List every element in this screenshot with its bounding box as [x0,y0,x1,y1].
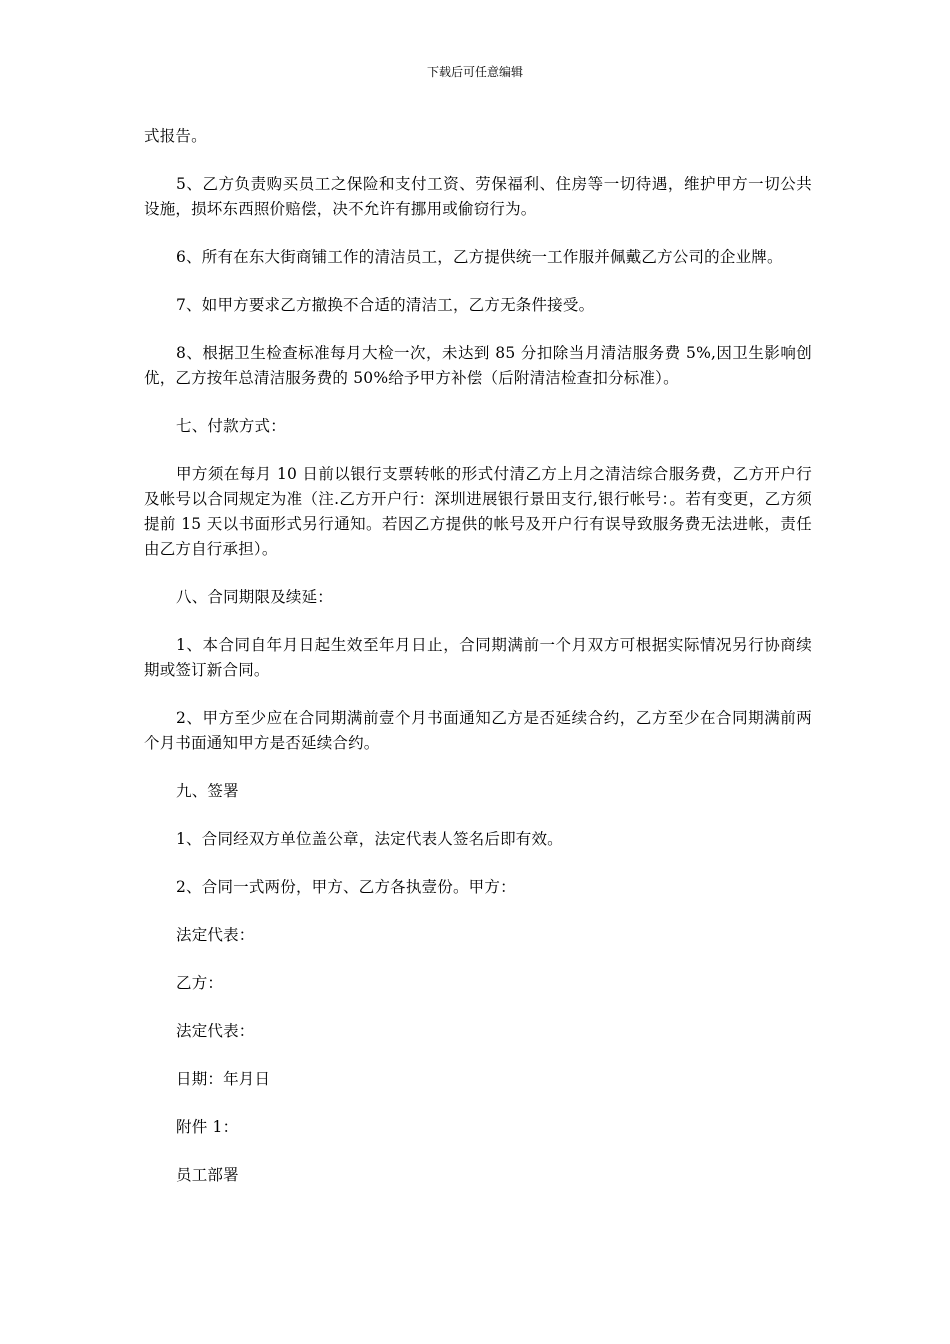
attachment-title: 员工部署 [176,1166,239,1184]
paragraph-clause-6: 6、所有在东大街商铺工作的清洁员工，乙方提供统一工作服并佩戴乙方公司的企业牌。 [176,248,783,266]
paragraph-report-continuation: 式报告。 [144,127,207,145]
paragraph-payment-terms: 甲方须在每月 10 日前以银行支票转帐的形式付清乙方上月之清洁综合服务费，乙方开户行及帐号以合同规定为准（注.乙方开户行：深圳进展银行景田支行,银行帐号：。若有变更，乙方须提前 15 天以书面形式另行通知。若因乙方提供的帐号及开户行有误导致服务费无法进帐，责任由乙方自行承担）。 [144,465,812,558]
signature-legal-rep-b: 法定代表： [176,1022,255,1040]
paragraph-clause-7: 7、如甲方要求乙方撤换不合适的清洁工，乙方无条件接受。 [176,296,595,314]
paragraph-term-1: 1、本合同自年月日起生效至年月日止，合同期满前一个月双方可根据实际情况另行协商续期或签订新合同。 [144,636,812,679]
section-heading-signing: 九、签署 [176,782,239,800]
signature-legal-rep-a: 法定代表： [176,926,255,944]
page-header: 下载后可任意编辑 [426,65,523,79]
signature-date: 日期：年月日 [176,1070,271,1088]
document-body [144,124,812,1211]
section-heading-term: 八、合同期限及续延： [176,588,334,606]
attachment-label: 附件 1： [176,1118,239,1136]
signature-party-b: 乙方： [176,974,224,992]
paragraph-clause-8: 8、根据卫生检查标准每月大检一次，未达到 85 分扣除当月清洁服务费 5%,因卫生影响创优，乙方按年总清洁服务费的 50%给予甲方补偿（后附清洁检查扣分标准）。 [144,344,812,387]
section-heading-payment: 七、付款方式： [176,417,286,435]
paragraph-clause-5: 5、乙方负责购买员工之保险和支付工资、劳保福利、住房等一切待遇，维护甲方一切公共设施，损坏东西照价赔偿，决不允许有挪用或偷窃行为。 [144,175,812,218]
paragraph-term-2: 2、甲方至少应在合同期满前壹个月书面通知乙方是否延续合约，乙方至少在合同期满前两个月书面通知甲方是否延续合约。 [144,709,812,752]
paragraph-signing-2: 2、合同一式两份，甲方、乙方各执壹份。甲方： [176,878,516,896]
paragraph-signing-1: 1、合同经双方单位盖公章，法定代表人签名后即有效。 [176,830,563,848]
